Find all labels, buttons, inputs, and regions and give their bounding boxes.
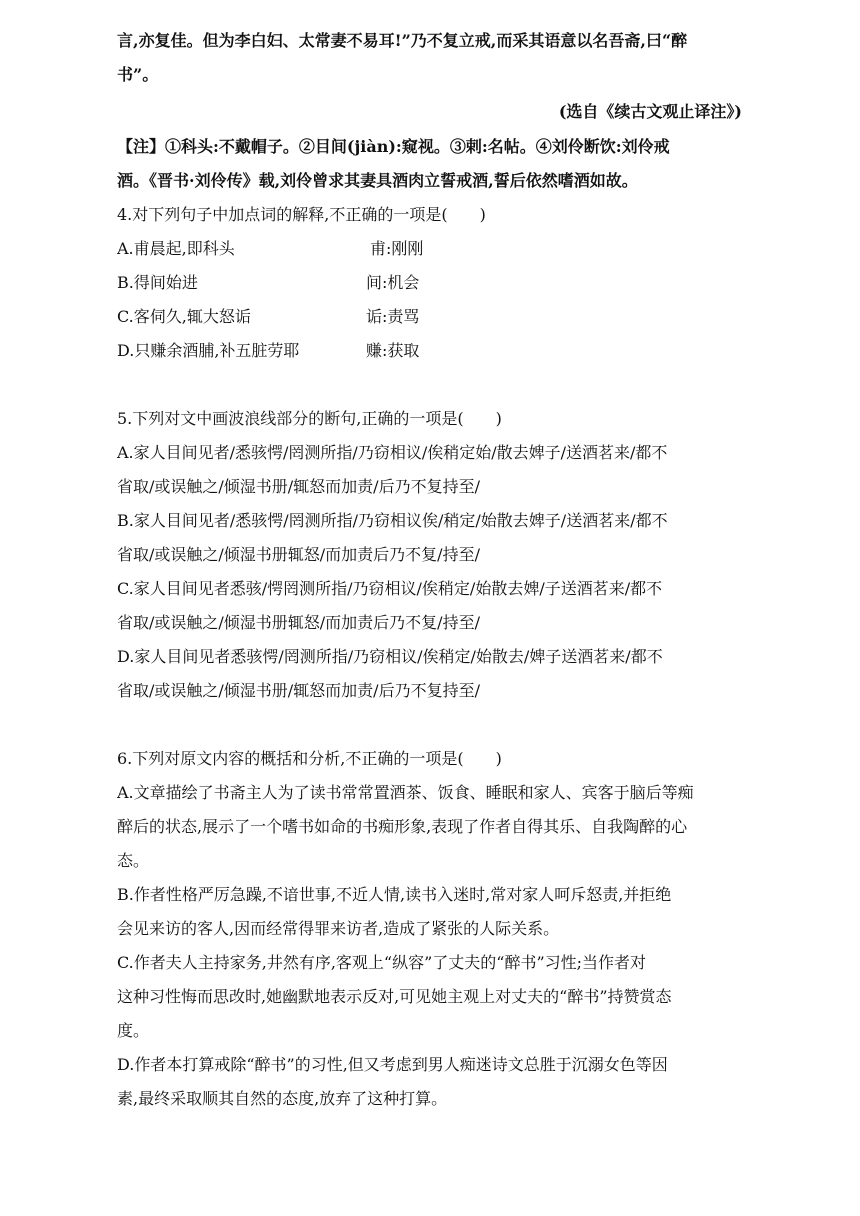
q6-line: 度。 (117, 1021, 150, 1040)
q6-line: B.作者性格严厉急躁,不谙世事,不近人情,读书入迷时,常对家人呵斥怒责,并拒绝 (117, 885, 672, 904)
q6-line: 这种习性悔而思改时,她幽默地表示反对,可见她主观上对丈夫的“醉书”持赞赏态 (117, 987, 672, 1006)
q4-option-d: D.只赚余酒脯,补五脏劳耶 (117, 341, 300, 360)
q5-line: C.家人目间见者悉骇/愕罔测所指/乃窃相议/俟稍定/始散去婢/子送酒茗来/都不 (117, 579, 663, 598)
q4-option-a-gloss: 甫:刚刚 (370, 239, 424, 258)
q4-option-c: C.客伺久,辄大怒诟 (117, 307, 251, 326)
source-citation: (选自《续古文观止译注》) (558, 102, 742, 121)
q4-option-b-gloss: 间:机会 (366, 273, 420, 292)
q5-line: D.家人目间见者悉骇愕/罔测所指/乃窃相议/俟稍定/始散去/婢子送酒茗来/都不 (117, 647, 663, 666)
question-5-stem: 5.下列对文中画波浪线部分的断句,正确的一项是( ) (117, 409, 502, 428)
q6-line: 态。 (117, 851, 150, 870)
passage-line-2: 书”。 (117, 65, 159, 84)
q4-option-a: A.甫晨起,即科头 (117, 239, 235, 258)
q6-line: 会见来访的客人,因而经常得罪来访者,造成了紧张的人际关系。 (117, 919, 560, 938)
q5-line: A.家人目间见者/悉骇愕/罔测所指/乃窃相议/俟稍定始/散去婢子/送酒茗来/都不 (117, 443, 668, 462)
q6-line: D.作者本打算戒除“醉书”的习性,但又考虑到男人痴迷诗文总胜于沉溺女色等因 (117, 1055, 668, 1074)
note-line-2: 酒。《晋书·刘伶传》载,刘伶曾求其妻具酒肉立誓戒酒,誓后依然嗜酒如故。 (117, 171, 638, 190)
q4-option-b: B.得间始进 (117, 273, 198, 292)
q6-line: C.作者夫人主持家务,井然有序,客观上“纵容”了丈夫的“醉书”习性;当作者对 (117, 953, 647, 972)
q6-line: 醉后的状态,展示了一个嗜书如命的书痴形象,表现了作者自得其乐、自我陶醉的心 (117, 817, 688, 836)
q5-line: 省取/或误触之/倾湿书册/辄怒而加责/后乃不复持至/ (117, 477, 480, 496)
q4-option-c-gloss: 诟:责骂 (366, 307, 420, 326)
passage-line-1: 言,亦复佳。但为李白妇、太常妻不易耳!”乃不复立戒,而采其语意以名吾斋,曰“醉 (117, 31, 688, 50)
q5-line: 省取/或误触之/倾湿书册/辄怒而加责/后乃不复持至/ (117, 681, 480, 700)
q4-option-d-gloss: 赚:获取 (366, 341, 420, 360)
q5-line: 省取/或误触之/倾湿书册辄怒/而加责后乃不复/持至/ (117, 613, 480, 632)
q5-line: 省取/或误触之/倾湿书册辄怒/而加责后乃不复/持至/ (117, 545, 480, 564)
q5-line: B.家人目间见者/悉骇愕/罔测所指/乃窃相议俟/稍定/始散去婢子/送酒茗来/都不 (117, 511, 668, 530)
q6-line: 素,最终采取顺其自然的态度,放弃了这种打算。 (117, 1089, 448, 1108)
q6-line: A.文章描绘了书斋主人为了读书常常置酒茶、饭食、睡眠和家人、宾客于脑后等痴 (117, 783, 694, 802)
question-4-stem: 4.对下列句子中加点词的解释,不正确的一项是( ) (117, 205, 486, 224)
question-6-stem: 6.下列对原文内容的概括和分析,不正确的一项是( ) (117, 749, 502, 768)
note-line-1: 【注】①科头:不戴帽子。②目间(jiàn):窥视。③剌:名帖。④刘伶断饮:刘伶戒 (117, 137, 670, 156)
